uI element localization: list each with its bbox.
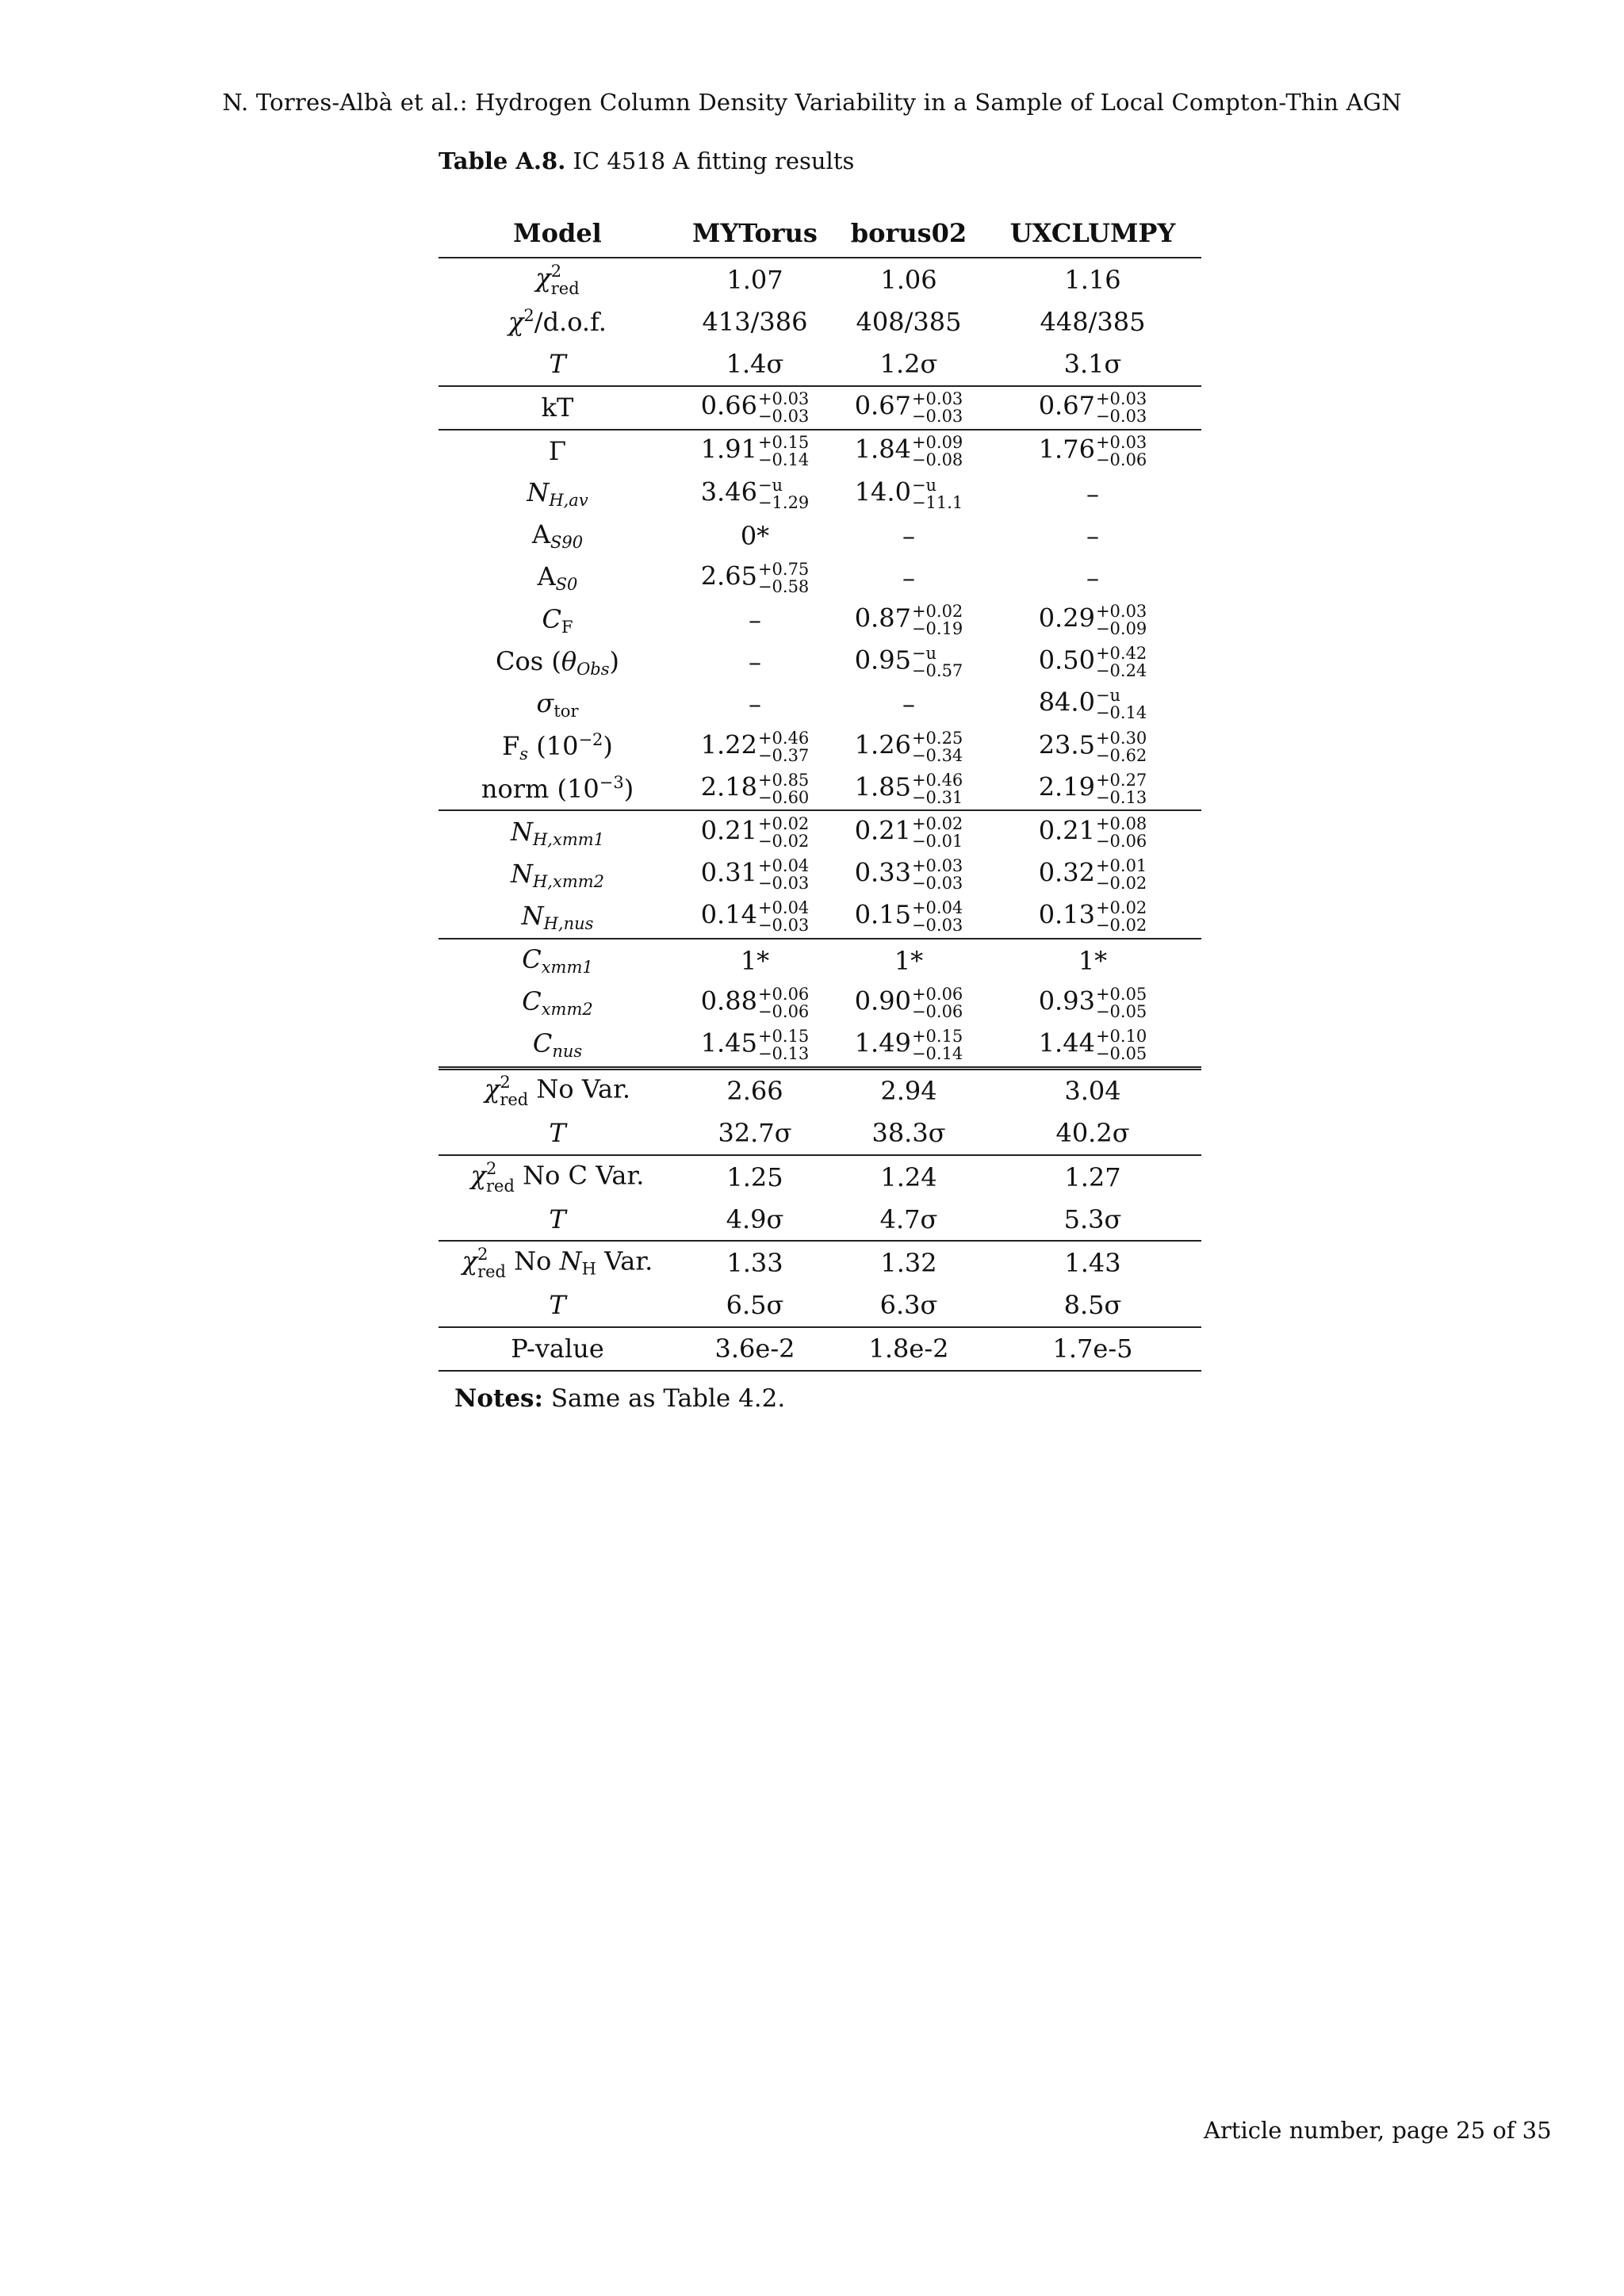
table-cell: – — [1086, 478, 1099, 509]
page-footer: Article number, page 25 of 35 — [1204, 2117, 1552, 2144]
table-cell — [984, 386, 1201, 430]
table-cell — [984, 854, 1201, 896]
lower-error: −0.01 — [911, 832, 963, 851]
table-cell — [984, 982, 1201, 1024]
table-cell: 3.04 — [984, 1068, 1201, 1112]
value: 2.18 — [700, 771, 757, 802]
lower-error: −0.03 — [1095, 407, 1147, 427]
uncertainty — [1096, 1027, 1147, 1062]
table-cell: – — [902, 520, 915, 551]
table-cell: 1.7e-5 — [984, 1327, 1201, 1371]
row-label: $N_{H,xmm1}$ — [439, 810, 676, 853]
upper-error: +0.27 — [1095, 770, 1147, 790]
upper-error: +0.46 — [757, 728, 810, 748]
table-cell: 3.1σ — [1063, 348, 1122, 379]
upper-error: +0.85 — [757, 770, 810, 790]
table-cell — [676, 810, 833, 853]
table-row — [439, 982, 1201, 1024]
lower-error: −0.03 — [757, 407, 810, 427]
table-cell — [984, 896, 1201, 939]
table-row — [439, 1241, 1201, 1284]
table-cell: 5.3σ — [1063, 1203, 1122, 1234]
uncertainty — [1096, 985, 1147, 1020]
table-cell: 0* — [740, 520, 770, 551]
uncertainty — [912, 603, 963, 637]
lower-error: −0.06 — [757, 1001, 810, 1021]
row-label: T — [549, 1118, 566, 1149]
value: 0.90 — [854, 985, 911, 1016]
table-row — [439, 515, 1201, 557]
upper-error: +0.75 — [757, 559, 810, 579]
value: 84.0 — [1038, 687, 1095, 718]
table-cell — [984, 725, 1201, 767]
upper-error: +0.08 — [1095, 814, 1147, 834]
value: 0.66 — [700, 390, 757, 421]
table-cell — [833, 1024, 984, 1068]
table-cell — [833, 430, 984, 473]
lower-error: −1.29 — [757, 492, 810, 512]
value: 1.44 — [1038, 1027, 1095, 1058]
row-label: kT — [439, 386, 676, 430]
lower-error: −0.34 — [911, 745, 963, 765]
table-cell — [984, 599, 1201, 641]
value: 1.85 — [854, 771, 911, 802]
upper-error: +0.10 — [1095, 1026, 1147, 1046]
value: 0.67 — [854, 390, 911, 421]
table-row — [439, 430, 1201, 473]
lower-error: −0.06 — [1095, 450, 1147, 470]
lower-error: −0.60 — [757, 787, 810, 807]
upper-error: +0.01 — [1095, 856, 1147, 876]
row-label: $C_{nus}$ — [532, 1028, 583, 1062]
table-cell: 1* — [833, 939, 984, 982]
value: 1.26 — [854, 729, 911, 760]
table-cell: 1.07 — [726, 264, 783, 295]
table-row — [439, 599, 1201, 641]
table-cell: 1.06 — [880, 264, 937, 295]
lower-error: −0.06 — [1095, 832, 1147, 851]
lower-error: −0.05 — [1095, 1043, 1147, 1063]
row-label: χ 2 red — [535, 261, 580, 298]
row-label: $N_{H,xmm2}$ — [510, 858, 605, 891]
upper-error: +0.03 — [1095, 433, 1147, 453]
lower-error: −0.57 — [911, 661, 963, 681]
table-cell — [833, 810, 984, 853]
value: 0.21 — [1038, 815, 1095, 846]
table-row — [439, 1327, 1201, 1371]
table-cell — [676, 767, 833, 810]
value: 1.45 — [700, 1027, 757, 1058]
row-label: $C_F$ — [542, 603, 573, 637]
table-row — [439, 1068, 1201, 1112]
table-cell — [833, 982, 984, 1024]
row-label: Γ — [439, 430, 676, 473]
notes-label: Notes: — [454, 1383, 543, 1413]
lower-error: −0.37 — [757, 745, 810, 765]
table-cell — [676, 982, 833, 1024]
upper-error: +0.06 — [911, 984, 963, 1004]
upper-error: +0.03 — [911, 389, 963, 409]
header-model: Model — [439, 209, 676, 258]
table-cell: 4.9σ — [726, 1203, 784, 1234]
upper-error: +0.04 — [757, 898, 810, 918]
uncertainty — [1096, 390, 1147, 425]
upper-error: +0.02 — [757, 814, 810, 834]
uncertainty — [1096, 857, 1147, 892]
running-head: N. Torres-Albà et al.: Hydrogen Column Density Variability in a Sample of Local Compton-Thin AGN — [222, 89, 1402, 116]
value: 0.93 — [1038, 985, 1095, 1016]
table-cell — [833, 641, 984, 683]
table-cell: – — [749, 605, 761, 636]
table-cell — [833, 473, 984, 515]
table-row — [439, 810, 1201, 853]
table-notes — [454, 1384, 1201, 1413]
header-mytorus: MYTorus — [676, 209, 833, 258]
value: 0.14 — [700, 899, 757, 930]
upper-error: −u — [757, 475, 783, 495]
table-cell: 38.3σ — [871, 1118, 946, 1149]
table-cell: 1.24 — [833, 1155, 984, 1198]
table-cell: – — [1086, 520, 1099, 551]
upper-error: +0.09 — [911, 433, 963, 453]
upper-error: +0.06 — [757, 984, 810, 1004]
table-cell — [833, 896, 984, 939]
upper-error: +0.30 — [1095, 728, 1147, 748]
upper-error: +0.03 — [1095, 389, 1147, 409]
notes-text: Same as Table 4.2. — [550, 1383, 786, 1413]
value: 0.87 — [854, 603, 911, 633]
table-cell — [833, 599, 984, 641]
table-cell — [676, 430, 833, 473]
row-label: $\chi^2/d.o.f$. — [508, 306, 607, 338]
upper-error: +0.03 — [757, 389, 810, 409]
lower-error: −0.02 — [1095, 874, 1147, 894]
upper-error: +0.02 — [1095, 898, 1147, 918]
table-row — [439, 1198, 1201, 1241]
table-cell: 4.7σ — [879, 1203, 938, 1234]
table-cell: – — [749, 647, 761, 678]
table-cell: 1.8e-2 — [833, 1327, 984, 1371]
upper-error: +0.03 — [1095, 602, 1147, 622]
value: 1.76 — [1038, 434, 1095, 465]
lower-error: −0.02 — [1095, 916, 1147, 936]
table-cell — [676, 725, 833, 767]
table-cell: 6.5σ — [726, 1290, 784, 1321]
row-label: χ 2 red No Var. — [439, 1068, 676, 1112]
uncertainty — [912, 815, 963, 850]
table-row — [439, 300, 1201, 342]
table-row — [439, 342, 1201, 385]
table-cell: – — [902, 689, 915, 720]
upper-error: −u — [911, 644, 937, 664]
lower-error: −0.03 — [757, 874, 810, 894]
table-row — [439, 1024, 1201, 1068]
lower-error: −0.24 — [1095, 661, 1147, 681]
value: 0.33 — [854, 857, 911, 888]
value: 0.13 — [1038, 899, 1095, 930]
lower-error: −0.09 — [1095, 619, 1147, 639]
table-cell: 1.33 — [676, 1241, 833, 1284]
lower-error: −0.03 — [911, 407, 963, 427]
table-row — [439, 683, 1201, 725]
row-label: Cos $(\theta_{Obs})$ — [495, 645, 619, 679]
value: 0.21 — [700, 815, 757, 846]
uncertainty — [758, 561, 809, 595]
table-row — [439, 854, 1201, 896]
uncertainty — [758, 771, 809, 806]
table-row — [439, 767, 1201, 810]
uncertainty — [912, 390, 963, 425]
table-row — [439, 473, 1201, 515]
lower-error: −0.05 — [1095, 1001, 1147, 1021]
table-cell: 8.5σ — [1063, 1290, 1122, 1321]
value: 0.31 — [700, 857, 757, 888]
uncertainty — [758, 1027, 809, 1062]
uncertainty — [912, 899, 963, 934]
value: 0.29 — [1038, 603, 1095, 633]
row-label: $A_{S90}$ — [531, 519, 584, 553]
upper-error: +0.03 — [911, 856, 963, 876]
table-row — [439, 725, 1201, 767]
table-cell: 32.7σ — [718, 1118, 792, 1149]
uncertainty — [912, 476, 963, 511]
value: 0.95 — [854, 645, 911, 675]
lower-error: −0.08 — [911, 450, 963, 470]
uncertainty — [758, 476, 809, 511]
row-label: P-value — [439, 1327, 676, 1371]
row-label: T — [549, 1290, 566, 1321]
upper-error: −u — [911, 475, 937, 495]
value: 1.91 — [700, 434, 757, 465]
uncertainty — [912, 645, 963, 679]
table-cell: 1.2σ — [879, 348, 938, 379]
uncertainty — [758, 390, 809, 425]
table-cell — [833, 725, 984, 767]
value: 0.50 — [1038, 645, 1095, 675]
value: 0.67 — [1038, 390, 1095, 421]
uncertainty — [1096, 729, 1147, 764]
uncertainty — [758, 857, 809, 892]
lower-error: −0.14 — [1095, 703, 1147, 723]
table-cell — [984, 767, 1201, 810]
table-cell — [984, 683, 1201, 725]
upper-error: +0.05 — [1095, 984, 1147, 1004]
table-cell: 40.2σ — [1055, 1118, 1130, 1149]
row-label: T — [549, 1203, 566, 1234]
table-cell — [676, 473, 833, 515]
lower-error: −0.03 — [757, 916, 810, 936]
upper-error: +0.04 — [911, 898, 963, 918]
uncertainty — [912, 857, 963, 892]
row-label: $A_{S0}$ — [537, 561, 578, 595]
value: 2.65 — [700, 561, 757, 591]
uncertainty — [1096, 434, 1147, 469]
fitting-results-table — [439, 209, 1201, 1372]
table-cell: 448/385 — [1040, 306, 1146, 337]
uncertainty — [912, 771, 963, 806]
uncertainty — [758, 985, 809, 1020]
table-row — [439, 1155, 1201, 1198]
table-cell: 1.27 — [984, 1155, 1201, 1198]
lower-error: −0.14 — [911, 1043, 963, 1063]
uncertainty — [912, 729, 963, 764]
row-label: $N_{H,av}$ — [527, 477, 588, 511]
row-label: χ 2 red No $N_H$ Var. — [439, 1241, 676, 1284]
table-cell: 1* — [984, 939, 1201, 982]
lower-error: −0.03 — [911, 916, 963, 936]
uncertainty — [1096, 603, 1147, 637]
row-label: norm $(10^{-3})$ — [481, 773, 634, 805]
table-row — [439, 258, 1201, 300]
uncertainty — [758, 729, 809, 764]
lower-error: −0.58 — [757, 576, 810, 596]
lower-error: −11.1 — [911, 492, 963, 512]
header-row — [439, 209, 1201, 258]
upper-error: +0.15 — [911, 1026, 963, 1046]
table-cell: 1.4σ — [726, 348, 784, 379]
upper-error: +0.04 — [757, 856, 810, 876]
uncertainty — [758, 899, 809, 934]
header-uxclumpy: UXCLUMPY — [984, 209, 1201, 258]
lower-error: −0.13 — [1095, 787, 1147, 807]
value: 2.19 — [1038, 771, 1095, 802]
table-row — [439, 1284, 1201, 1327]
upper-error: −u — [1095, 686, 1121, 706]
caption-label: Table A.8. — [439, 147, 566, 174]
table-row — [439, 557, 1201, 599]
table-cell — [833, 386, 984, 430]
table-cell — [833, 854, 984, 896]
lower-error: −0.03 — [911, 874, 963, 894]
row-label: χ 2 red No C Var. — [439, 1155, 676, 1198]
table-cell: 3.6e-2 — [676, 1327, 833, 1371]
table-cell — [984, 1024, 1201, 1068]
lower-error: −0.02 — [757, 832, 810, 851]
row-label: $\sigma_{tor}$ — [536, 687, 579, 721]
upper-error: +0.25 — [911, 728, 963, 748]
table-cell — [984, 430, 1201, 473]
row-label: T — [549, 348, 566, 379]
table-cell: 1* — [676, 939, 833, 982]
upper-error: +0.15 — [757, 433, 810, 453]
table-cell — [833, 767, 984, 810]
row-label: $F_s$ $(10^{-2})$ — [502, 729, 613, 763]
table-cell — [984, 810, 1201, 853]
uncertainty — [758, 815, 809, 850]
lower-error: −0.06 — [911, 1001, 963, 1021]
row-label: $C_{xmm2}$ — [522, 986, 593, 1020]
table-cell: – — [749, 689, 761, 720]
table-row — [439, 896, 1201, 939]
table-cell — [676, 1024, 833, 1068]
table-cell: 6.3σ — [879, 1290, 938, 1321]
table-row — [439, 1112, 1201, 1155]
row-label: $N_{H,nus}$ — [521, 900, 594, 933]
uncertainty — [1096, 815, 1147, 850]
upper-error: +0.15 — [757, 1026, 810, 1046]
table-container — [439, 147, 1201, 1413]
table-cell: – — [1086, 562, 1099, 593]
value: 1.49 — [854, 1027, 911, 1058]
value: 23.5 — [1038, 729, 1095, 760]
uncertainty — [912, 434, 963, 469]
uncertainty — [1096, 771, 1147, 806]
lower-error: −0.31 — [911, 787, 963, 807]
table-cell — [676, 386, 833, 430]
table-cell: 1.32 — [833, 1241, 984, 1284]
value: 14.0 — [854, 476, 911, 507]
uncertainty — [1096, 687, 1147, 721]
table-caption — [439, 147, 1201, 174]
uncertainty — [1096, 899, 1147, 934]
value: 0.32 — [1038, 857, 1095, 888]
table-cell — [676, 854, 833, 896]
upper-error: +0.02 — [911, 814, 963, 834]
table-cell: 1.43 — [984, 1241, 1201, 1284]
table-cell — [676, 896, 833, 939]
caption-text: IC 4518 A fitting results — [573, 147, 855, 174]
upper-error: +0.46 — [911, 770, 963, 790]
table-row — [439, 939, 1201, 982]
lower-error: −0.13 — [757, 1043, 810, 1063]
table-cell: 2.94 — [833, 1068, 984, 1112]
header-borus02: borus02 — [833, 209, 984, 258]
uncertainty — [912, 1027, 963, 1062]
uncertainty — [912, 985, 963, 1020]
value: 3.46 — [700, 476, 757, 507]
upper-error: +0.02 — [911, 602, 963, 622]
table-row — [439, 641, 1201, 683]
table-cell: 1.25 — [676, 1155, 833, 1198]
value: 1.22 — [700, 729, 757, 760]
table-cell: 413/386 — [702, 306, 808, 337]
table-cell: – — [902, 562, 915, 593]
upper-error: +0.42 — [1095, 644, 1147, 664]
value: 0.88 — [700, 985, 757, 1016]
table-cell: 408/385 — [856, 306, 962, 337]
uncertainty — [758, 434, 809, 469]
lower-error: −0.14 — [757, 450, 810, 470]
table-cell: 1.16 — [1064, 264, 1121, 295]
lower-error: −0.19 — [911, 619, 963, 639]
table-cell — [676, 557, 833, 599]
value: 0.15 — [854, 899, 911, 930]
table-row — [439, 386, 1201, 430]
value: 1.84 — [854, 434, 911, 465]
table-cell: 2.66 — [676, 1068, 833, 1112]
table-cell — [984, 641, 1201, 683]
row-label: $C_{xmm1}$ — [439, 939, 676, 982]
lower-error: −0.62 — [1095, 745, 1147, 765]
value: 0.21 — [854, 815, 911, 846]
uncertainty — [1096, 645, 1147, 679]
